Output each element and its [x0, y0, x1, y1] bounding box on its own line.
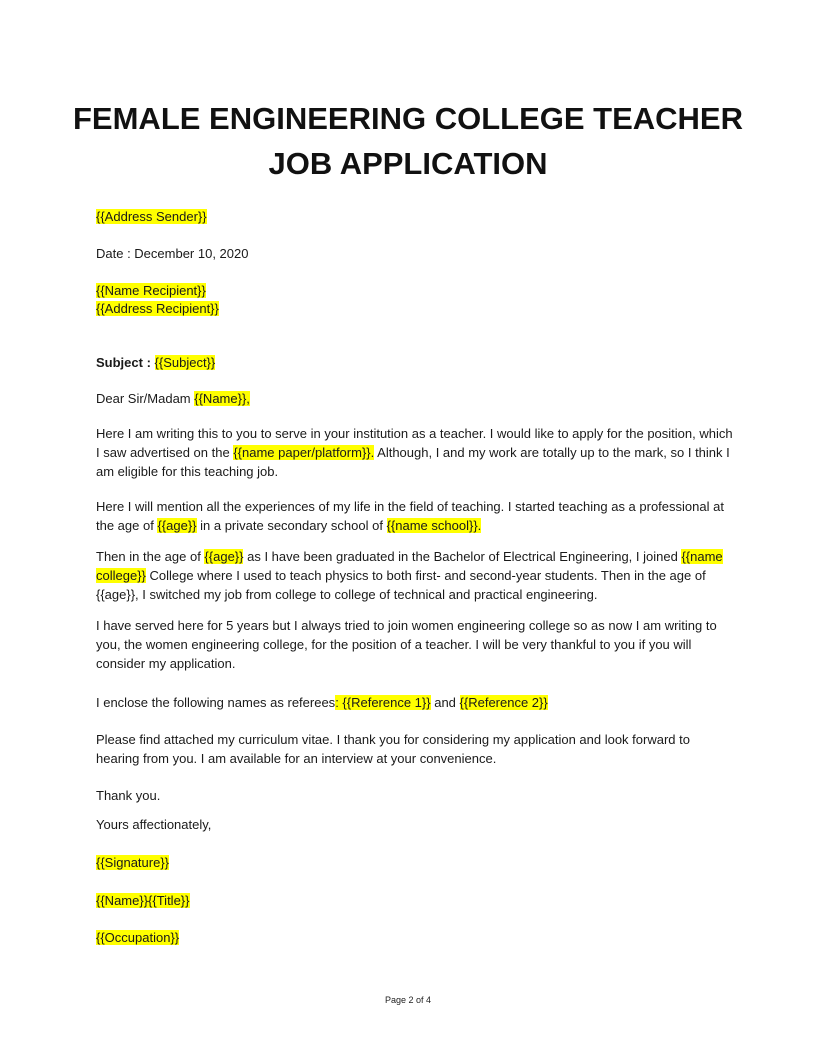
sender-address [96, 207, 207, 226]
paragraph-2-text-b: in a private secondary school of [196, 518, 387, 533]
name-recipient-placeholder: {{Name Recipient}} [96, 283, 206, 298]
recipient-address [96, 299, 219, 318]
salutation-text: Dear Sir/Madam [96, 391, 195, 406]
thank-you: Thank you. [96, 788, 161, 803]
name-title-placeholder: {{Name}}{{Title}} [96, 893, 190, 908]
occupation-line [96, 928, 179, 947]
date-value: December 10, 2020 [134, 246, 249, 261]
reference-1-placeholder: : {{Reference 1}} [335, 695, 431, 710]
paragraph-5: Please find attached my curriculum vitae. I thank you for considering my application and look forward to hearing from you. I am available for an interview at your convenience. [96, 732, 690, 766]
paragraph-3-text-c: College where I used to teach physics to both first- and second-year students. Then in the age of {{age}}, I switched my job from college to college of technical and practical engineering. [96, 568, 706, 602]
age-placeholder-2: {{age}} [204, 549, 244, 564]
paragraph-1-text-a: Here I am writing this to you to serve in your institution as a teacher. I would like to apply for the position, which I saw advertised on the [96, 426, 733, 460]
occupation-placeholder: {{Occupation}} [96, 930, 180, 945]
paragraph-2-text-a: Here I will mention all the experiences of my life in the field of teaching. I started teaching as a professional at the age of [96, 499, 724, 533]
subject-line [96, 353, 215, 372]
address-sender-placeholder: {{Address Sender}} [96, 209, 207, 224]
college-placeholder: {{name college}} [96, 549, 723, 583]
subject-label: Subject : [96, 355, 155, 370]
signature-line [96, 853, 169, 872]
referees-and: and [430, 695, 460, 710]
platform-placeholder: {{name paper/platform}}. [233, 445, 375, 460]
referees-line [96, 693, 548, 712]
school-placeholder: {{name school}}. [386, 518, 482, 533]
salutation [96, 389, 250, 408]
paragraph-1 [96, 424, 736, 481]
document-title [60, 96, 756, 186]
closing: Yours affectionately, [96, 817, 212, 832]
date-label: Date : [96, 246, 135, 261]
age-placeholder: {{age}} [157, 518, 197, 533]
address-recipient-placeholder: {{Address Recipient}} [96, 301, 219, 316]
paragraph-1-text-b: Although, I and my work are totally up to the mark, so I think I am eligible for this teaching job. [96, 445, 730, 479]
paragraph-3-text-a: Then in the age of [96, 549, 205, 564]
title-line-1: FEMALE ENGINEERING COLLEGE TEACHER [73, 101, 743, 136]
paragraph-3-text-b: as I have been graduated in the Bachelor of Electrical Engineering, I joined [243, 549, 682, 564]
name-title-line [96, 891, 190, 910]
page-number: Page 2 of 4 [384, 995, 432, 1005]
paragraph-4: I have served here for 5 years but I always tried to join women engineering college so as now I am writing to you, the women engineering college, for the position of a teacher. I will be very thankful to you if you will consider my application. [96, 618, 717, 671]
subject-placeholder: {{Subject}} [154, 355, 216, 370]
recipient-name [96, 281, 206, 300]
referees-text: I enclose the following names as referees [96, 695, 336, 710]
signature-placeholder: {{Signature}} [96, 855, 170, 870]
salutation-name-placeholder: {{Name}}, [194, 391, 250, 406]
date-line [96, 244, 248, 263]
paragraph-2 [96, 497, 736, 535]
reference-2-placeholder: {{Reference 2}} [459, 695, 548, 710]
title-line-2: JOB APPLICATION [268, 146, 548, 181]
paragraph-3 [96, 547, 736, 604]
